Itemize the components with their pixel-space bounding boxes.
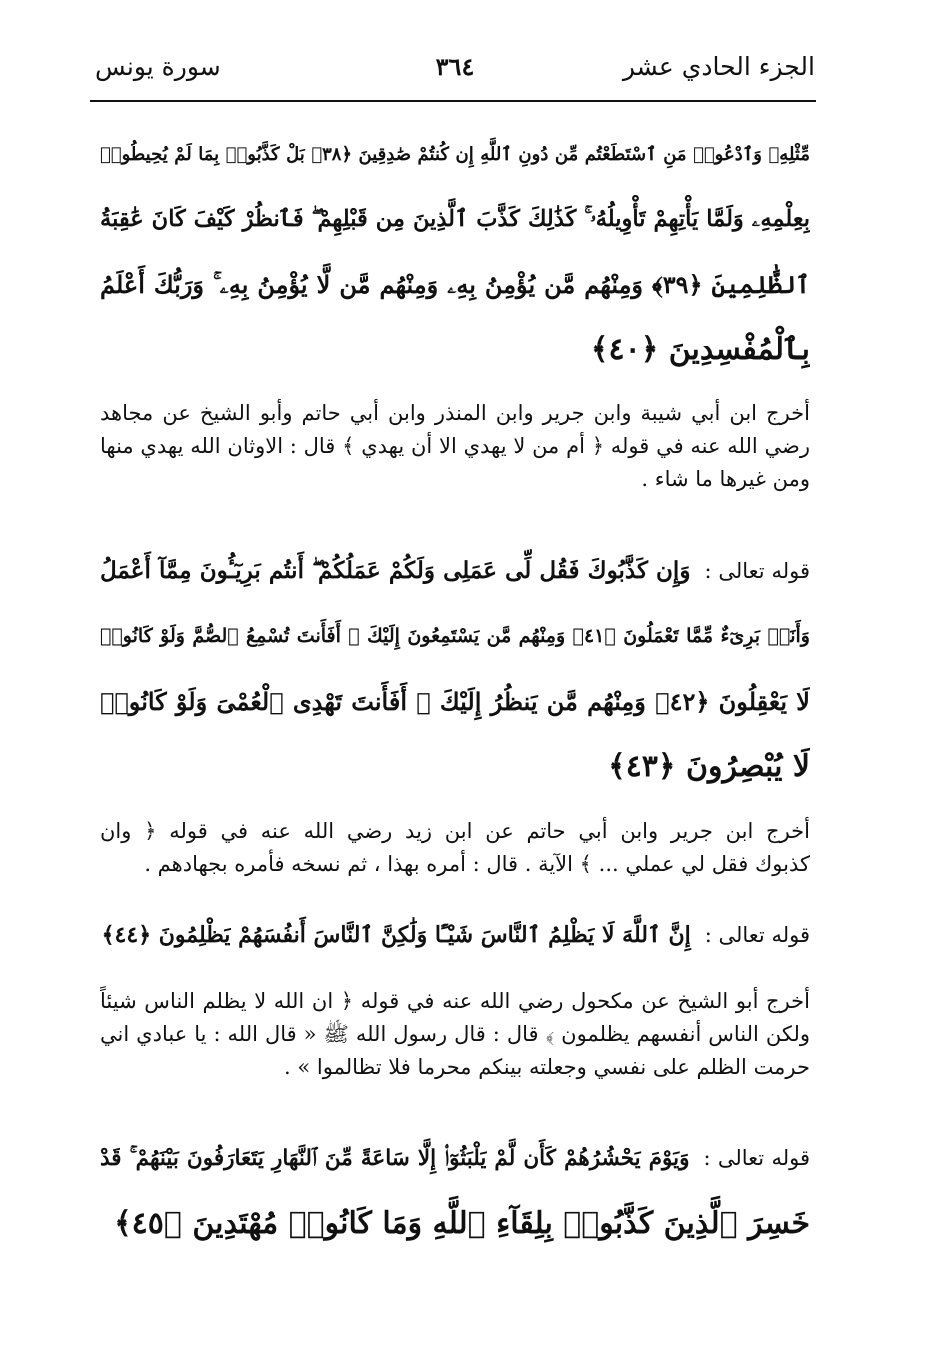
commentary-2 xyxy=(100,815,810,881)
commentary-line: كذبوك فقل لي عملي ... ﴾ الآية . قال : أمره بهذا ، ثم نسخه فأمره بجهادهم . xyxy=(144,852,810,876)
verse-line: لَا يُبْصِرُونَ ﴿٤٣﴾ xyxy=(608,749,810,784)
verse-text: وَإِن كَذَّبُوكَ فَقُل لِّى عَمَلِى وَلَكُمْ عَمَلُكُمْ ۖ أَنتُم بَرِيٓـُٔونَ مِمَّآ أَعْمَلُ xyxy=(100,557,691,584)
chapter-title: الجزء الحادي عشر xyxy=(622,52,815,81)
verse-label: قوله تعالى : xyxy=(704,559,810,583)
page-header xyxy=(95,50,815,94)
verse-line: ٱلظَّٰلِمِينَ ﴿٣٩﴾ وَمِنْهُم مَّن يُؤْمِنُ بِهِۦ وَمِنْهُم مَّن لَّا يُؤْمِنُ بِهِۦ ۚ وَرَبُّكَ أَعْلَمُ xyxy=(100,270,810,299)
header-rule xyxy=(90,100,816,102)
verse-line: وَأَنَا۠ بَرِىٓءٌ مِّمَّا تَعْمَلُونَ ﴿٤١﴾ وَمِنْهُم مَّن يَسْتَمِعُونَ إِلَيْكَ ۚ أَفَأَنتَ تُسْمِعُ ٱلصُّمَّ وَلَوْ كَانُوا۟ xyxy=(100,625,810,647)
verse-line xyxy=(100,1126,810,1191)
verse-block-3 xyxy=(100,903,810,968)
verse-line: مِّثْلِهِۦ وَٱدْعُوا۟ مَنِ ٱسْتَطَعْتُم مِّن دُونِ ٱللَّهِ إِن كُنتُمْ صَٰدِقِينَ ﴿٣٨﴾ بَلْ كَذَّبُوا۟ بِمَا لَمْ يُحِيطُوا۟ xyxy=(100,144,810,165)
commentary-line: أخرج ابن جرير وابن أبي حاتم عن ابن زيد رضي الله عنه في قوله ﴿ وان xyxy=(100,819,810,843)
verse-line xyxy=(100,903,810,968)
verse-text: إِنَّ ٱللَّهَ لَا يَظْلِمُ ٱلنَّاسَ شَيْـًٔا وَلَٰكِنَّ ٱلنَّاسَ أَنفُسَهُمْ يَظْلِمُونَ ﴿٤٤﴾ xyxy=(101,922,691,948)
verse-line: خَسِرَ ٱلَّذِينَ كَذَّبُوا۟ بِلِقَآءِ ٱللَّهِ وَمَا كَانُوا۟ مُهْتَدِينَ ﴿٤٥﴾ xyxy=(114,1206,810,1241)
commentary-line: أخرج أبو الشيخ عن مكحول رضي الله عنه في قوله ﴿ ان الله لا يظلم الناس شيئاً xyxy=(100,989,810,1013)
commentary-line: رضي الله عنه في قوله ﴿ أم من لا يهدي الا أن يهدي ﴾ قال : الاوثان الله يهدي منها xyxy=(100,434,810,458)
verse-line: بِعِلْمِهِۦ وَلَمَّا يَأْتِهِمْ تَأْوِيلُهُۥ ۚ كَذَٰلِكَ كَذَّبَ ٱلَّذِينَ مِن قَبْلِهِمْ ۖ فَٱنظُرْ كَيْفَ كَانَ عَٰقِبَةُ xyxy=(100,206,810,232)
commentary-line: أخرج ابن أبي شيبة وابن جرير وابن المنذر وابن أبي حاتم وأبو الشيخ عن مجاهد xyxy=(100,401,810,425)
verse-label: قوله تعالى : xyxy=(704,923,810,947)
commentary-line: ومن غيرها ما شاء . xyxy=(641,467,810,491)
verse-block-2 xyxy=(100,538,810,799)
commentary-line: حرمت الظلم على نفسي وجعلته بينكم محرما فلا تظالموا » . xyxy=(284,1055,810,1079)
surah-title: سورة يونس xyxy=(95,52,221,81)
commentary-3 xyxy=(100,985,810,1084)
commentary-1 xyxy=(100,397,810,496)
verse-line: بِٱلْمُفْسِدِينَ ﴿٤٠﴾ xyxy=(590,332,810,367)
page-number: ٣٦٤ xyxy=(435,52,475,81)
verse-label: قوله تعالى : xyxy=(703,1146,810,1170)
verse-line: لَا يَعْقِلُونَ ﴿٤٢﴾ وَمِنْهُم مَّن يَنظُرُ إِلَيْكَ ۚ أَفَأَنتَ تَهْدِى ٱلْعُمْىَ وَلَوْ كَانُوا۟ xyxy=(100,687,810,716)
verse-text: وَيَوْمَ يَحْشُرُهُمْ كَأَن لَّمْ يَلْبَثُوٓا۟ إِلَّا سَاعَةً مِّنَ ٱلنَّهَارِ يَتَعَارَفُونَ بَيْنَهُمْ ۚ قَدْ xyxy=(100,1146,690,1171)
commentary-line: ولكن الناس أنفسهم يظلمون ﴾ قال : قال رسول الله ﷺ « قال الله : يا عبادي اني xyxy=(100,1022,810,1046)
verse-line xyxy=(100,538,810,604)
verse-block-1 xyxy=(100,122,810,382)
verse-block-4 xyxy=(100,1126,810,1256)
